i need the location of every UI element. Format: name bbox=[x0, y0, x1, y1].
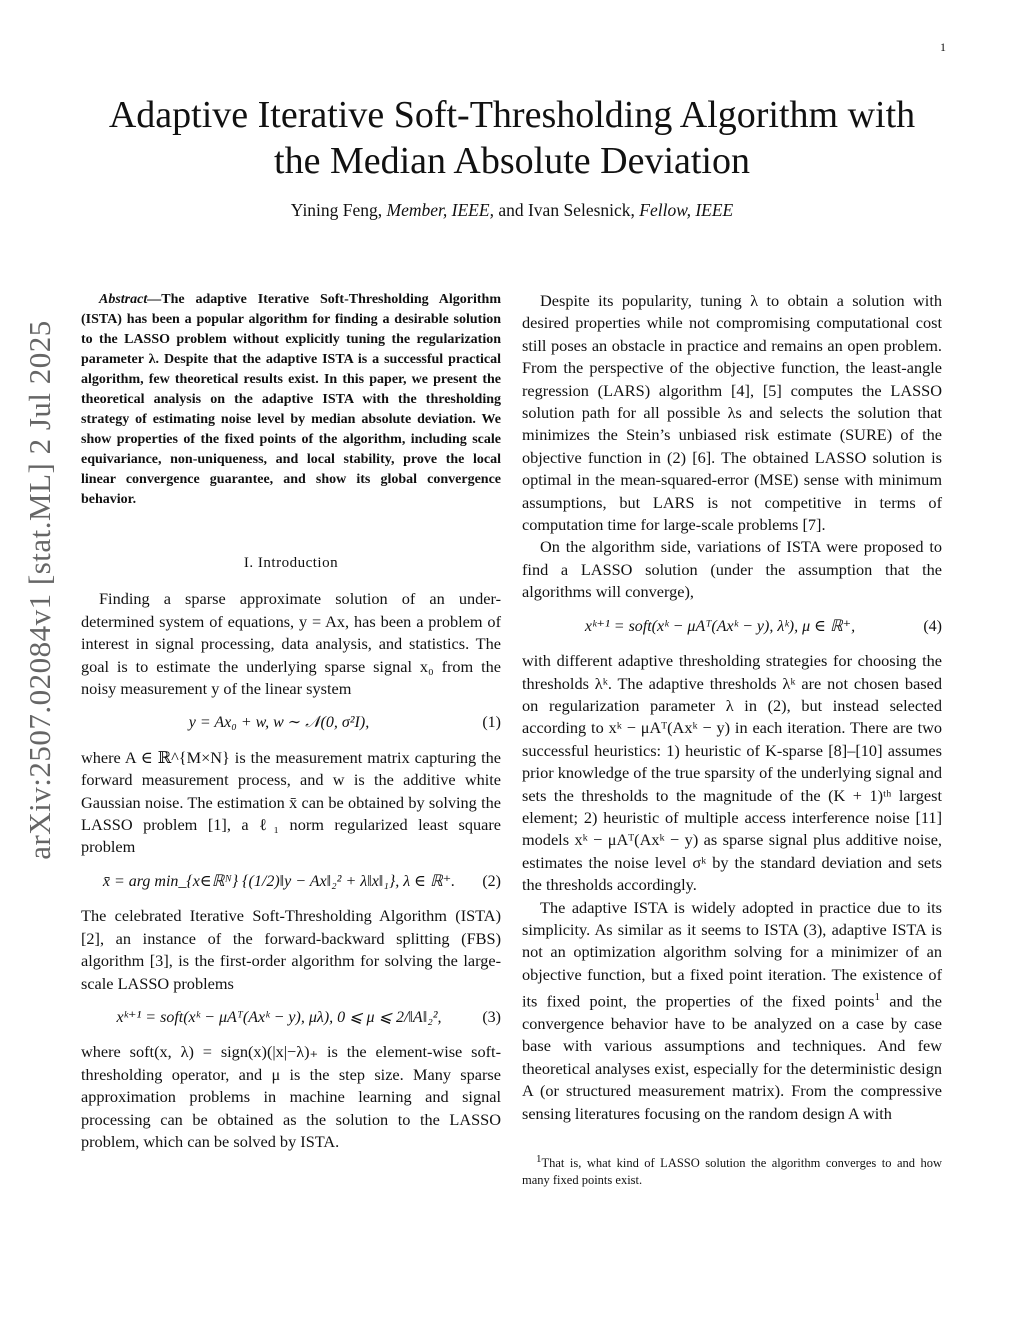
intro-paragraph-1: Finding a sparse approximate solution of an under-determined system of equations, y = Ax, has been a problem of interest in signal processing, data analysis, and statistics. The goal is to estimate the underlying sparse signal x₀ from the noisy measurement y of the linear system bbox=[81, 589, 501, 699]
right-paragraph-4 bbox=[522, 897, 942, 1125]
equation-3-body: xᵏ⁺¹ = soft(xᵏ − μAᵀ(Axᵏ − y), μλ), 0 ⩽ μ ⩽ 2/‖A‖₂², bbox=[116, 1008, 442, 1026]
section-heading: I. Introduction bbox=[243, 555, 339, 571]
footnote bbox=[522, 1151, 942, 1189]
author-line bbox=[100, 200, 924, 221]
equation-4-body: xᵏ⁺¹ = soft(xᵏ − μAᵀ(Axᵏ − y), λᵏ), μ ∈ ℝ⁺, bbox=[584, 617, 856, 635]
equation-3 bbox=[81, 1007, 501, 1029]
right-paragraph-4-part-b: and the convergence behavior have to be analyzed on a case by case base with various assumptions and techniques. And few theoretical analyses exist, especially for the deterministic design A (or structured measurement matrix). From the compressive sensing literatures focusing on the random design A with bbox=[522, 991, 943, 1123]
abstract-text: The adaptive Iterative Soft-Thresholding Algorithm (ISTA) has been a popular algorithm for finding a desirable solution to the LASSO problem without explicitly tuning the regularization parameter λ. Despite that the adaptive ISTA is a successful practical algorithm, few theoretical results exist. In this paper, we present the theoretical analysis on the adaptive ISTA with the thresholding strategy of estimating noise level by median absolute deviation. We show properties of the fixed points of the algorithm, including scale equivariance, non-uniqueness, and local stability, prove the local linear convergence guarantee, and show its global convergence behavior. bbox=[81, 292, 501, 507]
paper-title: Adaptive Iterative Soft-Thresholding Algorithm with the Median Absolute Deviation bbox=[108, 94, 916, 182]
equation-4-number: (4) bbox=[923, 617, 942, 635]
footnote-marker: 1 bbox=[874, 991, 880, 1004]
footnote-text: That is, what kind of LASSO solution the algorithm converges to and how many fixed points exist. bbox=[522, 1156, 942, 1188]
author-conjunction: and bbox=[493, 200, 528, 220]
abstract bbox=[81, 290, 501, 510]
equation-1 bbox=[81, 712, 501, 734]
author-2-role: Fellow, IEEE bbox=[639, 200, 734, 220]
author-1-role: Member, IEEE, bbox=[386, 200, 494, 220]
page-number: 1 bbox=[940, 40, 946, 54]
equation-3-number: (3) bbox=[482, 1008, 501, 1026]
equation-2-body: x̄ = arg min_{x∈ℝᴺ} {(1/2)‖y − Ax‖₂² + λ‖x‖₁}, λ ∈ ℝ⁺. bbox=[102, 872, 456, 890]
equation-1-number: (1) bbox=[482, 714, 501, 732]
right-paragraph-4-part-a: The adaptive ISTA is widely adopted in practice due to its simplicity. As similar as it seems to ISTA (3), adaptive ISTA is not an optimization algorithm solving for a minimizer of an objective function, but a fixed point iteration. The existence of its fixed point, the properties of the fixed points bbox=[522, 897, 942, 1011]
author-1: Yining Feng, bbox=[290, 200, 383, 220]
arxiv-stamp-text: arXiv:2507.02084v1 [stat.ML] 2 Jul 2025 bbox=[22, 320, 57, 860]
equation-2 bbox=[81, 871, 501, 893]
equation-2-number: (2) bbox=[482, 872, 501, 890]
left-column bbox=[81, 290, 501, 1153]
intro-paragraph-4: where soft(x, λ) = sign(x)(|x|−λ)₊ is the element-wise soft-thresholding operator, and μ is the step size. Many sparse approximation problems in machine learning and signal processing can be obtained as the solution to the LASSO problem, which can be solved by ISTA. bbox=[81, 1042, 501, 1151]
intro-paragraph-3: The celebrated Iterative Soft-Thresholding Algorithm (ISTA) [2], an instance of the forward-backward splitting (FBS) algorithm [3], is the first-order algorithm for solving the large-scale LASSO problems bbox=[81, 906, 501, 993]
intro-paragraph-2: where A ∈ ℝ^{M×N} is the measurement matrix capturing the forward measurement process, and w is the additive white Gaussian noise. The estimation x̄ can be obtained by solving the LASSO problem [1], a ℓ₁ norm regularized least square problem bbox=[81, 747, 501, 857]
right-column bbox=[522, 290, 942, 1189]
equation-4 bbox=[522, 616, 942, 638]
equation-1-body: y = Ax₀ + w, w ∼ 𝒩(0, σ²I), bbox=[188, 714, 370, 732]
right-paragraph-3: with different adaptive thresholding strategies for choosing the thresholds λᵏ. The adaptive thresholds λᵏ are not chosen based on regularization parameter λ in (2), but instead selected according to xᵏ − μAᵀ(Axᵏ − y) in each iteration. There are two successful heuristics: 1) heuristic of K-sparse [8]–[10] assumes prior knowledge of the true sparsity of the underlying signal and sets the thresholds to the magnitude of the (K + 1)ᵗʰ largest element; 2) heuristic of multiple access interference noise [11] models xᵏ − μAᵀ(Axᵏ − y) as sparse signal plus additive noise, estimates the noise level σᵏ by the standard deviation and sets the thresholds accordingly. bbox=[522, 651, 942, 895]
author-2: Ivan Selesnick, bbox=[527, 200, 635, 220]
abstract-label: Abstract— bbox=[99, 292, 162, 307]
right-paragraph-2: On the algorithm side, variations of ISTA were proposed to find a LASSO solution (under the assumption that the algorithms will converge), bbox=[522, 537, 942, 602]
arxiv-stamp bbox=[10, 200, 70, 980]
right-paragraph-1: Despite its popularity, tuning λ to obtain a solution with desired properties while not compromising computational cost still poses an obstacle in practice and remains an open problem. From the perspective of the objective function, the least-angle regression (LARS) algorithm [4], [5] computes the LASSO solution path for all possible λs and selects the solution that minimizes the Stein’s unbiased risk estimate (SURE) of the objective function in (2) [6]. The obtained LASSO solution is optimal in the mean-squared-error (MSE) sense with minimum assumptions, but LARS is not competitive in terms of computation time for large-scale problems [7]. bbox=[522, 291, 942, 535]
footnote-number: 1 bbox=[536, 1153, 542, 1166]
